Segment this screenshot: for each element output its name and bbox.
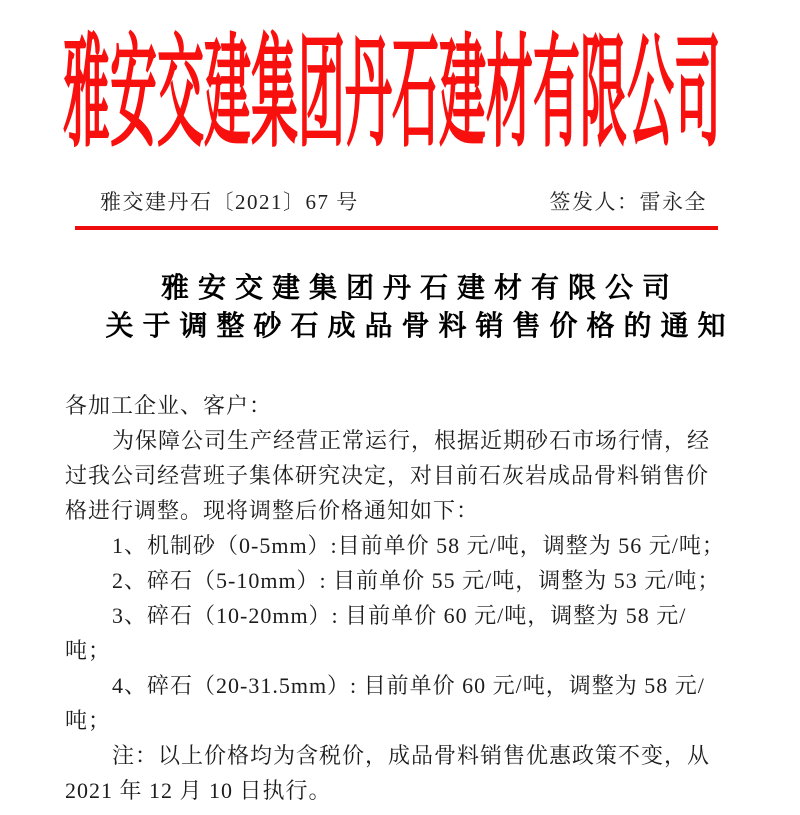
body-line: 过我公司经营班子集体研究决定，对目前石灰岩成品骨料销售价 [65,463,710,488]
body-line-item-4: 4、碎石（20-31.5mm）: 目前单价 60 元/吨，调整为 58 元/ [112,673,705,698]
red-separator-rule [75,226,718,230]
body-line-item-1: 1、机制砂（0-5mm）:目前单价 58 元/吨，调整为 56 元/吨； [112,533,725,558]
body-line: 格进行调整。现将调整后价格通知如下： [65,498,480,523]
body-line: 为保障公司生产经营正常运行，根据近期砂石市场行情，经 [112,428,711,453]
company-masthead-text: 雅安交建集团丹石建材有限公司 [63,28,721,164]
document-title [40,270,800,346]
body-line-item-2: 2、碎石（5-10mm）: 目前单价 55 元/吨，调整为 53 元/吨； [112,568,721,593]
document-number: 雅交建丹石〔2021〕67 号 [100,190,359,214]
body-line-salutation: 各加工企业、客户： [65,393,273,418]
body-line: 吨； [65,708,112,733]
document-title-line1: 雅安交建集团丹石建材有限公司 [160,273,679,304]
company-masthead [0,6,784,162]
issuer-name: 签发人：雷永全 [549,190,707,214]
body-line: 吨； [65,638,112,663]
document-title-line2: 关于调整砂石成品骨料销售价格的通知 [105,311,735,342]
body-line-note: 注：以上价格均为含税价，成品骨料销售优惠政策不变，从 [112,743,711,768]
document-info-row [100,189,707,215]
document-body [65,388,780,808]
body-line-item-3: 3、碎石（10-20mm）: 目前单价 60 元/吨，调整为 58 元/ [112,603,687,628]
body-line-date: 2021 年 12 月 10 日执行。 [65,778,332,803]
